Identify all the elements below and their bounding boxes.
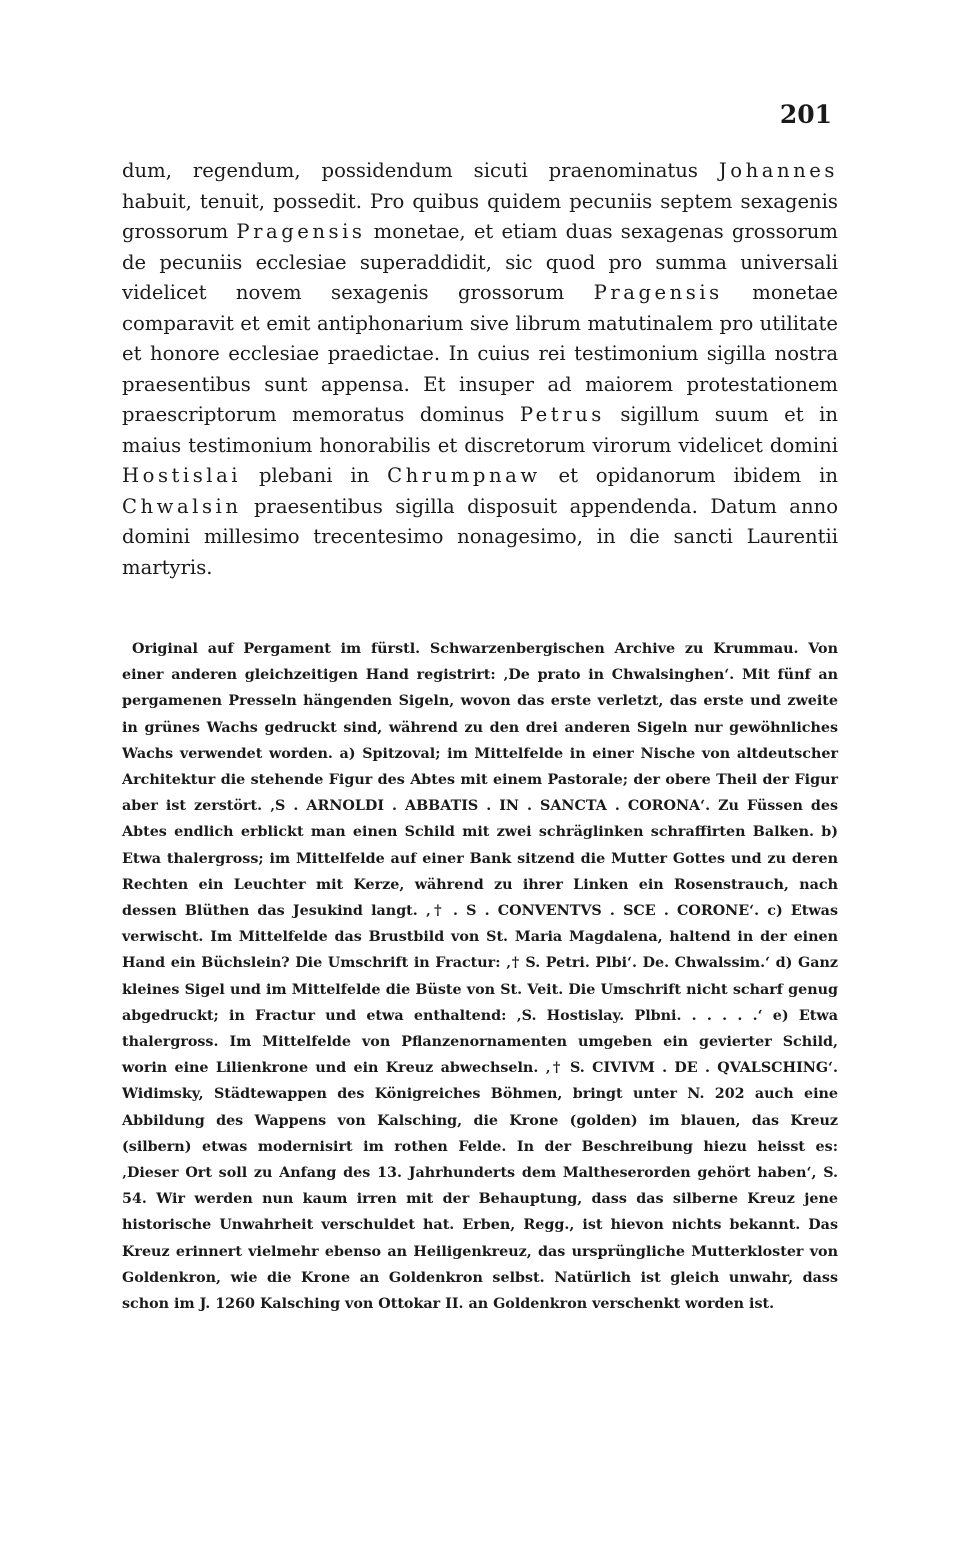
text-run: dum, regendum, possidendum sicuti praenominatus [122,159,719,182]
text-run: plebani in [241,464,388,487]
main-text [122,156,838,583]
spaced-name: Chrumpnaw [387,464,541,487]
main-paragraph [122,156,838,583]
footnote-paragraph: Original auf Pergament im fürstl. Schwarzenbergischen Archive zu Krummau. Von einer anderen gleichzeitigen Hand registrirt: ‚De prato in Chwalsinghen‘. Mit fünf an pergamenen Presseln hängenden Sigeln, wovon das erste verletzt, das erste und zweite in grünes Wachs gedruckt sind, während zu den drei anderen Sigeln nur gewöhnliches Wachs verwendet worden. a) Spitzoval; im Mittelfelde in einer Nische von altdeutscher Architektur die stehende Figur des Abtes mit einem Pastorale; der obere Theil der Figur aber ist zerstört. ‚S . ARNOLDI . ABBATIS . IN . SANCTA . CORONA‘. Zu Füssen des Abtes endlich erblickt man einen Schild mit zwei schräglinken schraffirten Balken. b) Etwa thalergross; im Mittelfelde auf einer Bank sitzend die Mutter Gottes und zu deren Rechten ein Leuchter mit Kerze, während zu ihrer Linken ein Rosenstrauch, nach dessen Blüthen das Jesukind langt. ‚† . S . CONVENTVS . SCE . CORONE‘. c) Etwas verwischt. Im Mittelfelde das Brustbild von St. Maria Magdalena, haltend in der einen Hand ein Büchslein? Die Umschrift in Fractur: ‚† S. Petri. Plbi‘. De. Chwalssim.‘ d) Ganz kleines Sigel und im Mittelfelde die Büste von St. Veit. Die Umschrift nicht scharf genug abgedruckt; in Fractur und etwa enthaltend: ‚S. Hostislay. Plbni. . . . . .‘ e) Etwa thalergross. Im Mittelfelde von Pflanzenornamenten umgeben ein gevierter Schild, worin eine Lilienkrone und ein Kreuz abwechseln. ‚† S. CIVIVM . DE . QVALSCHING‘. Widimsky, Städtewappen des Königreiches Böhmen, bringt unter N. 202 auch eine Abbildung des Wappens von Kalsching, die Krone (golden) im blauen, das Kreuz (silbern) etwas modernisirt im rothen Felde. In der Beschreibung hiezu heisst es: ‚Dieser Ort soll zu Anfang des 13. Jahrhunderts dem Maltheserorden gehört haben‘, S. 54. Wir werden nun kaum irren mit der Behauptung, dass das silberne Kreuz jene historische Unwahrheit verschuldet hat. Erben, Regg., ist hievon nichts bekannt. Das Kreuz erinnert vielmehr ebenso an Heiligenkreuz, das ursprüngliche Mutterkloster von Goldenkron, wie die Krone an Goldenkron selbst. Natürlich ist gleich unwahr, dass schon im J. 1260 Kalsching von Ottokar II. an Goldenkron verschenkt worden ist. [122,641,838,1313]
text-run: et opidanorum ibidem in [540,464,838,487]
text-run: praesentibus sigilla disposuit appendenda. Datum anno domini millesimo trecentesimo nonagesimo, in die sancti Laurentii martyris. [122,494,838,579]
spaced-name: Hostislai [122,464,242,487]
page-number: 201 [779,100,832,129]
spaced-name: Petrus [519,403,605,426]
spaced-name: Pragensis [236,220,366,243]
text-run: monetae, et etiam duas sexagenas grossorum de pecuniis ecclesiae superaddidit, sic quod pro summa universali videlicet novem sexagenis grossorum [122,220,839,304]
spaced-name: Pragensis [593,281,723,304]
footnote-text [122,636,838,1317]
text-run: sigillum suum et in maius testimonium honorabilis et discretorum virorum videlicet domini [122,403,838,457]
spaced-name: Chwalsin [122,494,242,518]
text-run: habuit, tenuit, possedit. Pro quibus quidem pecuniis septem sexagenis grossorum [122,189,838,243]
spaced-name: Johannes [718,159,838,182]
text-run: monetae comparavit et emit antiphonarium sive librum matutinalem pro utilitate et honore ecclesiae praedictae. In cuius rei testimonium sigilla nostra praesentibus sunt appensa. Et insuper ad maiorem protestationem praescriptorum memoratus dominus [122,281,838,426]
